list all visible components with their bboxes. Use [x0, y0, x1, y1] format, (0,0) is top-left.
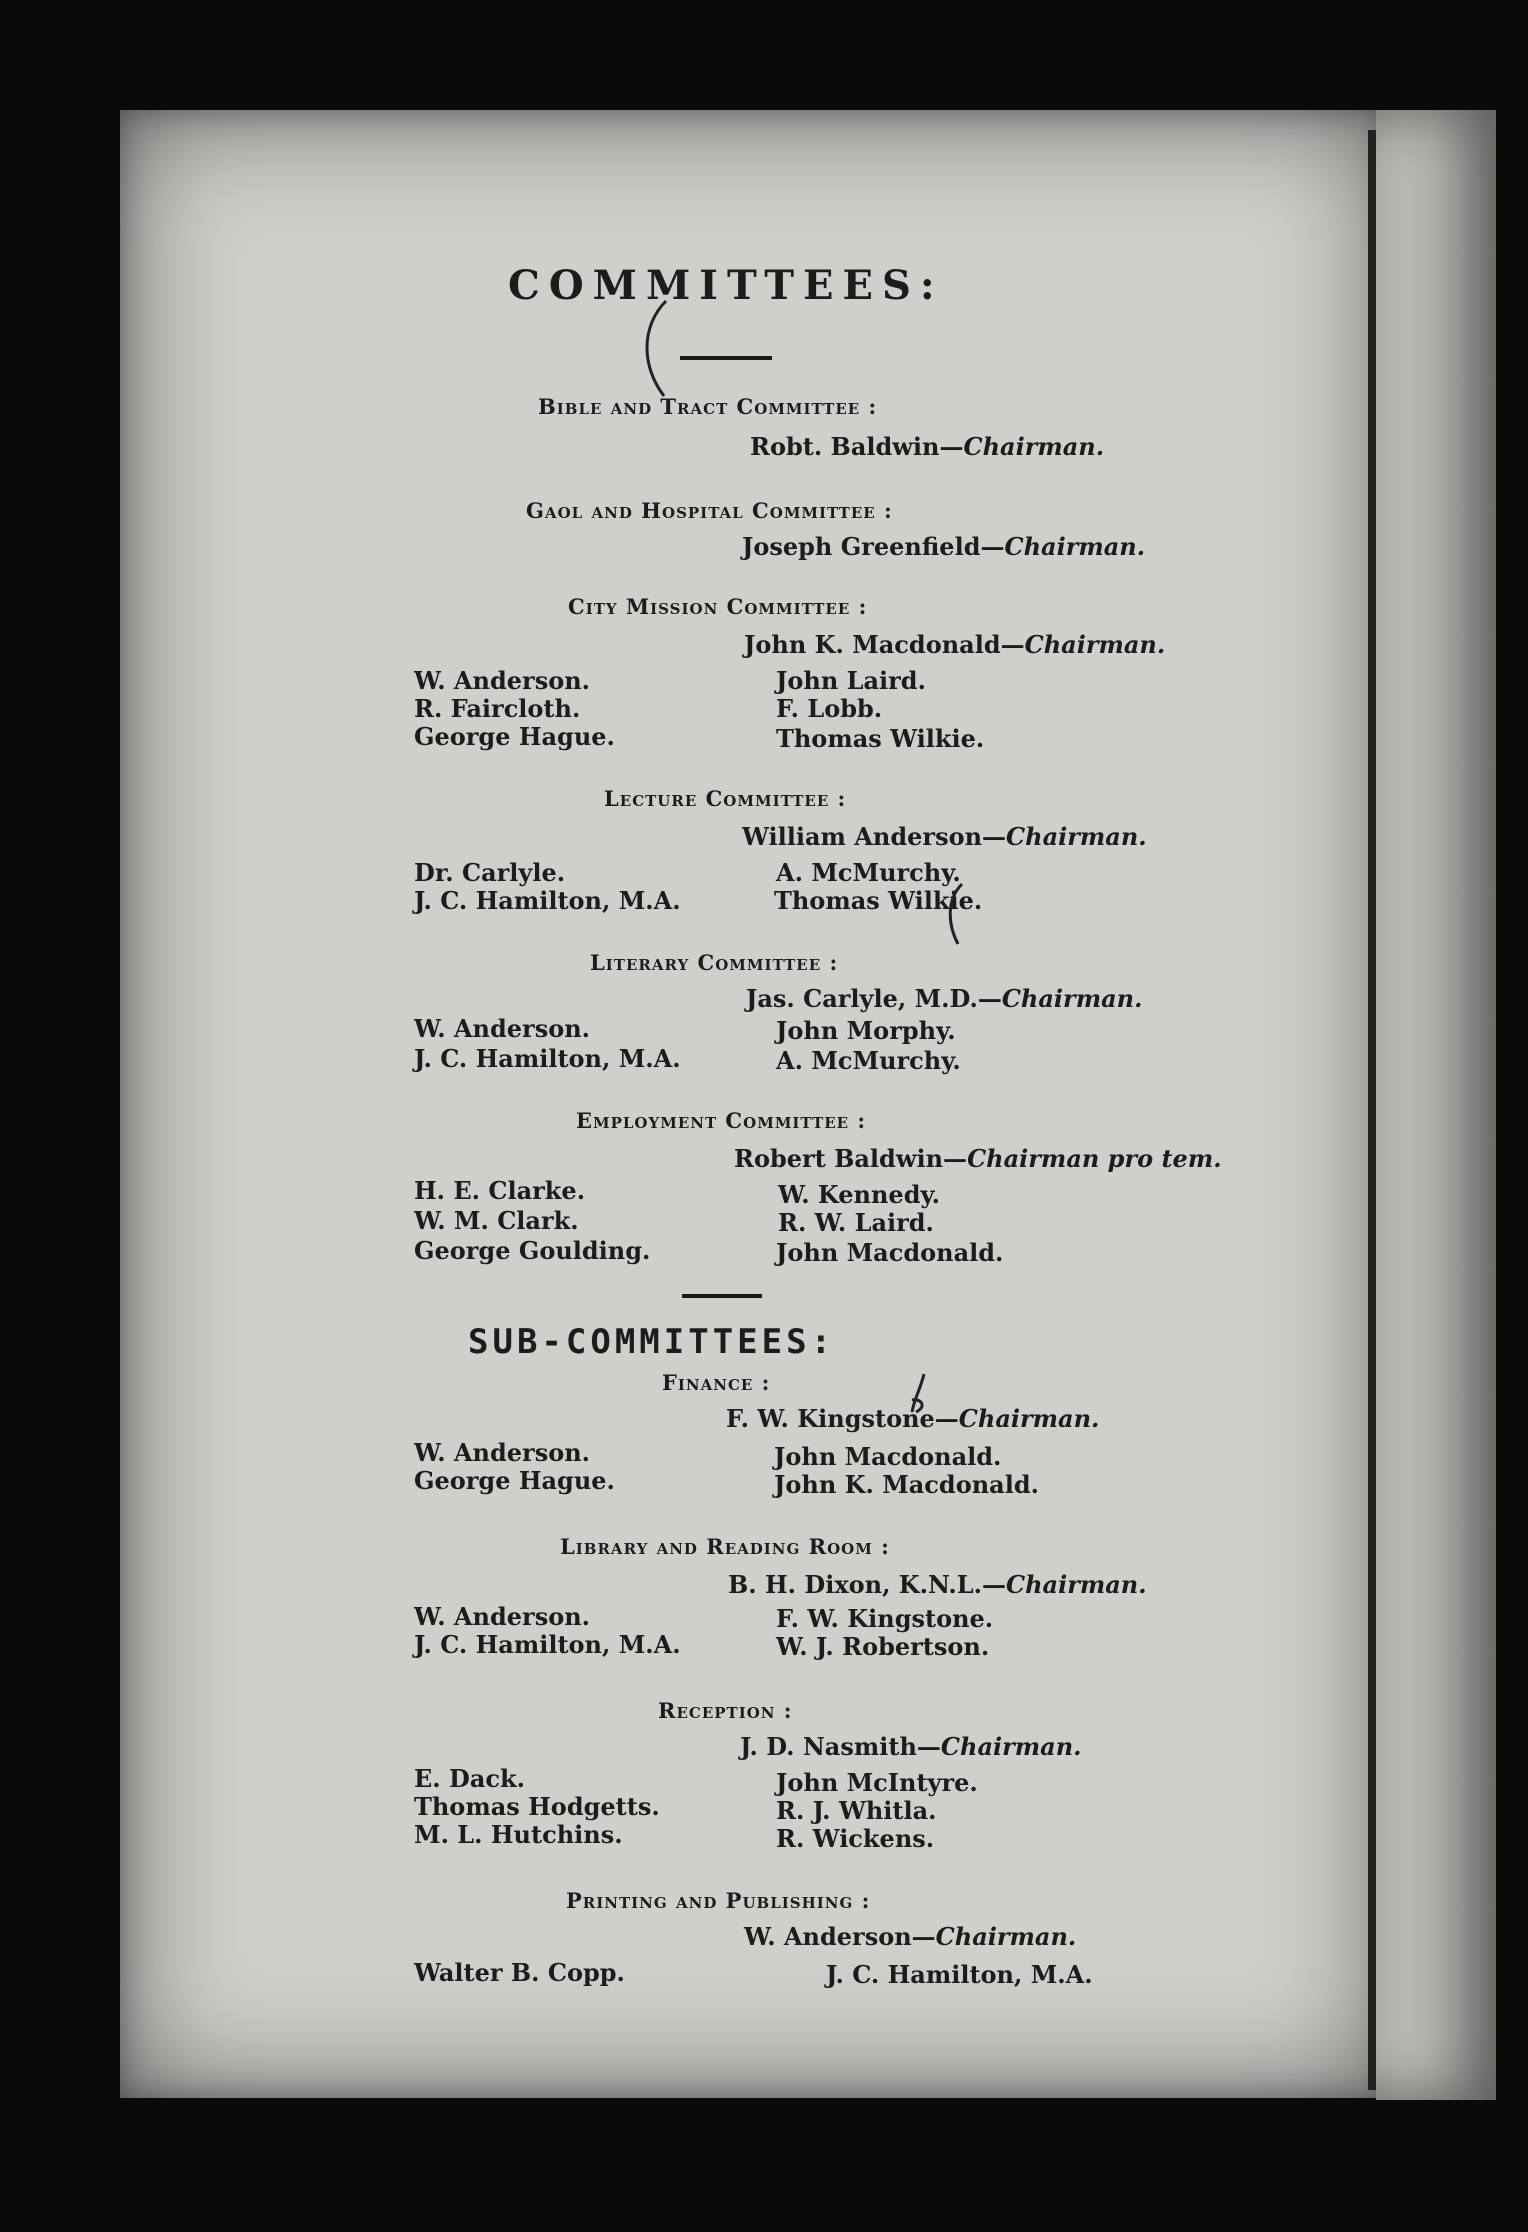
committee-chair-literary: Jas. Carlyle, M.D.—Chairman.: [746, 984, 1143, 1013]
committee-chair-gaol: Joseph Greenfield—Chairman.: [742, 532, 1146, 561]
member-left: George Hague.: [414, 722, 615, 751]
page-fold: [1368, 130, 1376, 2090]
committee-heading-literary: Literary Committee :: [590, 950, 839, 975]
member-right: John Macdonald.: [774, 1442, 1002, 1471]
subcommittee-heading-library: Library and Reading Room :: [560, 1534, 890, 1559]
member-right: John Laird.: [776, 666, 926, 695]
member-left: J. C. Hamilton, M.A.: [414, 1044, 681, 1073]
member-right: Thomas Wilkie.: [776, 724, 985, 753]
member-right: John Morphy.: [776, 1016, 956, 1045]
member-right: F. W. Kingstone.: [776, 1604, 994, 1633]
subcommittee-chair-printing: W. Anderson—Chairman.: [744, 1922, 1077, 1951]
member-left: Walter B. Copp.: [414, 1958, 625, 1987]
member-left: W. Anderson.: [414, 1014, 591, 1043]
member-left: Dr. Carlyle.: [414, 858, 566, 887]
member-right: W. J. Robertson.: [776, 1632, 990, 1661]
member-left: E. Dack.: [414, 1764, 525, 1793]
subcommittee-heading-finance: Finance :: [662, 1370, 771, 1395]
committee-heading-employment: Employment Committee :: [576, 1108, 867, 1133]
member-right: R. Wickens.: [776, 1824, 935, 1853]
subcommittee-chair-reception: J. D. Nasmith—Chairman.: [740, 1732, 1082, 1761]
pen-mark: [636, 296, 676, 406]
member-right: R. J. Whitla.: [776, 1796, 937, 1825]
committee-chair-employment: Robert Baldwin—Chairman pro tem.: [734, 1144, 1222, 1173]
page-title: COMMITTEES:: [508, 262, 944, 309]
member-left: J. C. Hamilton, M.A.: [414, 886, 681, 915]
sub-committees-title: SUB-COMMITTEES:: [468, 1322, 836, 1362]
committee-chair-lecture: William Anderson—Chairman.: [742, 822, 1147, 851]
pen-mark: [906, 1370, 936, 1420]
member-right: John McIntyre.: [776, 1768, 978, 1797]
member-left: W. M. Clark.: [414, 1206, 579, 1235]
committee-heading-gaol: Gaol and Hospital Committee :: [526, 498, 893, 523]
member-left: R. Faircloth.: [414, 694, 581, 723]
member-left: M. L. Hutchins.: [414, 1820, 623, 1849]
member-right: J. C. Hamilton, M.A.: [826, 1960, 1093, 1989]
subcommittee-heading-reception: Reception :: [658, 1698, 793, 1723]
member-right: F. Lobb.: [776, 694, 883, 723]
committee-chair-city-mission: John K. Macdonald—Chairman.: [744, 630, 1166, 659]
member-left: W. Anderson.: [414, 666, 591, 695]
pen-mark: [942, 880, 972, 950]
member-right: A. McMurchy.: [776, 1046, 961, 1075]
member-right: John K. Macdonald.: [774, 1470, 1039, 1499]
committee-heading-bible: Bible and Tract Committee :: [538, 394, 878, 419]
member-left: W. Anderson.: [414, 1438, 591, 1467]
committee-heading-lecture: Lecture Committee :: [604, 786, 847, 811]
member-left: George Goulding.: [414, 1236, 651, 1265]
member-right: R. W. Laird.: [778, 1208, 934, 1237]
member-right: A. McMurchy.: [776, 858, 961, 887]
member-right: W. Kennedy.: [778, 1180, 941, 1209]
member-left: George Hague.: [414, 1466, 615, 1495]
subcommittee-chair-library: B. H. Dixon, K.N.L.—Chairman.: [728, 1570, 1147, 1599]
subcommittee-heading-printing: Printing and Publishing :: [566, 1888, 871, 1913]
subcommittee-chair-finance: F. W. Kingstone—Chairman.: [726, 1404, 1100, 1433]
section-rule: [682, 1294, 762, 1298]
member-left: H. E. Clarke.: [414, 1176, 586, 1205]
member-right: John Macdonald.: [776, 1238, 1004, 1267]
title-rule: [680, 356, 772, 360]
facing-page-edge: [1376, 110, 1496, 2100]
committee-heading-city-mission: City Mission Committee :: [568, 594, 868, 619]
member-left: J. C. Hamilton, M.A.: [414, 1630, 681, 1659]
committee-chair-bible: Robt. Baldwin—Chairman.: [750, 432, 1105, 461]
member-left: Thomas Hodgetts.: [414, 1792, 660, 1821]
member-left: W. Anderson.: [414, 1602, 591, 1631]
member-right: Thomas Wilkie.: [774, 886, 983, 915]
